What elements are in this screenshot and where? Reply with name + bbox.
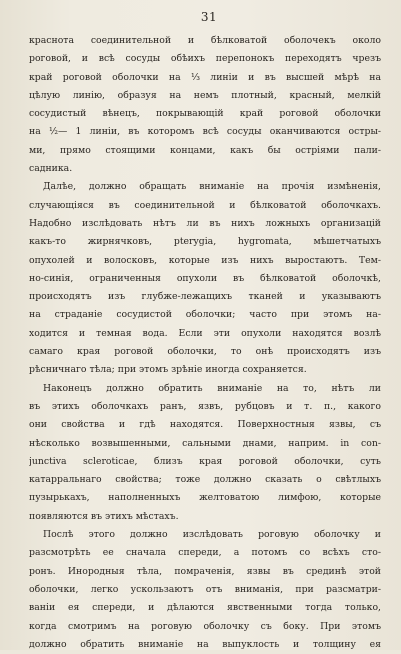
text-line: рѣсничнаго тѣла; при этомъ зрѣніе иногда сохраняется. (29, 364, 307, 376)
text-line: но-синія, ограниченныя опухоли въ бѣлковатой оболочкѣ, (29, 272, 381, 284)
text-line: ми, прямо стоящими концами, какъ бы остріями пали- (29, 144, 381, 156)
text-line: оболочки, легко ускользаютъ отъ вниманія, при разсматри- (29, 583, 381, 595)
text-line: Наконецъ должно обратить вниманіе на то, нѣтъ ли (43, 382, 381, 394)
text-line: ходится и темная вода. Если эти опухоли находятся возлѣ (29, 327, 381, 339)
text-line: самаго края роговой оболочки, то онѣ происходятъ изъ (29, 346, 381, 358)
text-line: ваніи ея спереди, и дѣлаются явственными тогда только, (29, 602, 381, 614)
text-line: junctiva scleroticae, близъ края роговой оболочки, суть (29, 455, 381, 467)
text-line: опухолей и волосковъ, которые изъ нихъ выростаютъ. Тем- (29, 254, 381, 266)
text-line: въ этихъ оболочкахъ ранъ, язвъ, рубцовъ и т. п., какого (29, 400, 381, 412)
text-line: на ½— 1 линіи, въ которомъ всѣ сосуды оканчиваются остры- (29, 126, 381, 138)
text-line: какъ-то жирнячковъ, pterygia, hygromata, мѣшетчатыхъ (29, 236, 381, 248)
text-line: случающіяся въ соединительной и бѣлковатой оболочкахъ. (29, 199, 381, 211)
text-line: краснота соединительной и бѣлковатой оболочекъ около (29, 35, 381, 46)
page-number: 31 (200, 10, 218, 24)
text-line: Послѣ этого должно изслѣдовать роговую оболочку и (43, 529, 381, 541)
text-line: должно обратить вниманіе на выпуклость и толщину ея (29, 638, 381, 650)
text-line: на страданіе сосудистой оболочки; часто при этомъ на- (29, 309, 381, 321)
text-line: край роговой оболочки на ⅓ линіи и въ высшей мѣрѣ на (29, 71, 381, 83)
text-line: когда смотримъ на роговую оболочку съ боку. При этомъ (29, 620, 381, 632)
text-line: ронъ. Инородныя тѣла, помраченія, язвы въ срединѣ этой (29, 565, 381, 577)
text-line: сосудистый вѣнецъ, покрывающій край роговой оболочки (29, 108, 381, 120)
text-line: Далѣе, должно обращать вниманіе на прочія измѣненія, (43, 181, 381, 193)
text-line: появляются въ этихъ мѣстахъ. (29, 510, 179, 522)
text-line: пузырькахъ, наполненныхъ желтоватою лимфою, которые (29, 492, 381, 504)
text-line: они свойства и гдѣ находятся. Поверхностныя язвы, съ (29, 419, 381, 431)
text-line: Надобно изслѣдовать нѣтъ ли въ нихъ ложныхъ организацій (29, 217, 381, 229)
body-text (29, 32, 381, 654)
text-line: происходятъ изъ глубже-лежащихъ тканей и указываютъ (29, 291, 381, 303)
text-line: нѣсколько возвышенными, сальными днами, наприм. in con- (29, 437, 381, 449)
text-line: цѣлую линію, образуя на немъ плотный, красный, мелкій (29, 89, 381, 101)
text-line: катарральнаго свойства; тоже должно сказать о свѣтлыхъ (29, 474, 381, 486)
text-line: роговой, и всѣ сосуды обѣихъ перепонокъ переходятъ чрезъ (29, 53, 381, 65)
text-line: садника. (29, 163, 73, 175)
text-line: разсмотрѣть ее сначала спереди, а потомъ со всѣхъ сто- (29, 547, 381, 559)
